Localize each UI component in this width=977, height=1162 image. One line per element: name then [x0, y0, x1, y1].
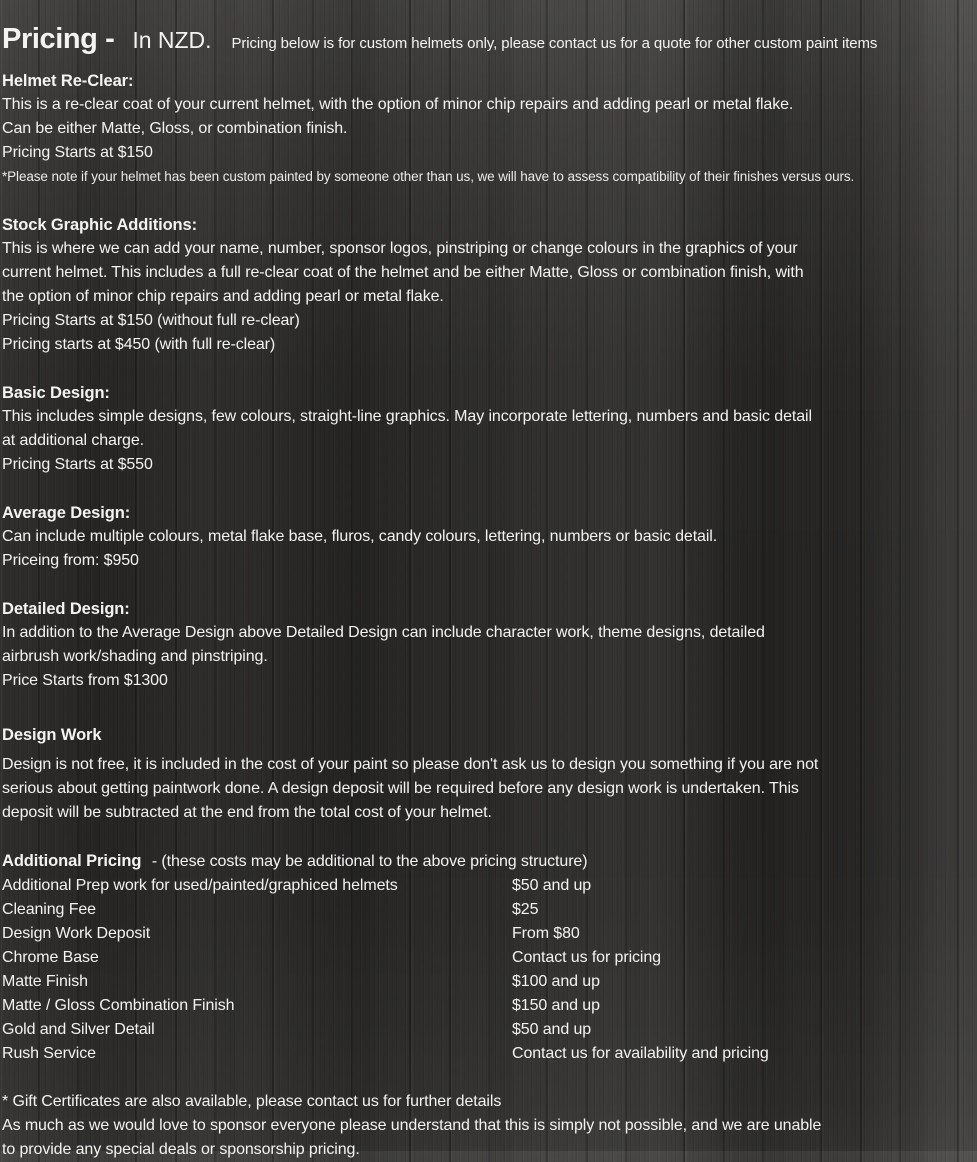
pricing-row-value: Contact us for pricing — [512, 949, 661, 966]
section-heading: Design Work — [2, 726, 102, 744]
pricing-row-value: $50 and up — [512, 1021, 592, 1038]
section-detailed-design — [2, 597, 977, 693]
pricing-row-label: Cleaning Fee — [2, 901, 96, 918]
section-stock-graphic-additions — [2, 213, 977, 357]
section-heading: Detailed Design: — [2, 600, 130, 618]
price-line: Pricing Starts at $550 — [2, 456, 153, 473]
additional-pricing-heading-note: - (these costs may be additional to the above pricing structure) — [151, 853, 588, 870]
body-line: Can include multiple colours, metal flake base, fluros, candy colours, lettering, numbers or basic detail. — [2, 528, 718, 545]
pricing-row-value: $50 and up — [512, 877, 592, 894]
body-line: deposit will be subtracted at the end from the total cost of your helmet. — [2, 804, 492, 821]
page-title-currency: In NZD. — [132, 27, 212, 53]
body-line: This is a re-clear coat of your current helmet, with the option of minor chip repairs and adding pearl or metal flake. — [2, 96, 794, 113]
pricing-row-label: Matte / Gloss Combination Finish — [2, 997, 235, 1014]
section-additional-pricing — [2, 849, 977, 1066]
body-line: Design is not free, it is included in the cost of your paint so please don't ask us to design you something if you are not — [2, 756, 819, 773]
pricing-row — [2, 922, 977, 946]
gift-certificates-note: * Gift Certificates are also available, please contact us for further details — [2, 1093, 502, 1110]
pricing-row — [2, 874, 977, 898]
pricing-row — [2, 970, 977, 994]
section-basic-design — [2, 381, 977, 477]
pricing-row-label: Rush Service — [2, 1045, 96, 1062]
body-line: In addition to the Average Design above Detailed Design can include character work, theme designs, detailed — [2, 624, 765, 641]
body-line: at additional charge. — [2, 432, 145, 449]
section-heading: Stock Graphic Additions: — [2, 216, 198, 234]
compatibility-note: *Please note if your helmet has been custom painted by someone other than us, we will have to assess compatibility of their finishes versus ours. — [2, 169, 855, 184]
pricing-row-label: Chrome Base — [2, 949, 99, 966]
body-line: airbrush work/shading and pinstriping. — [2, 648, 268, 665]
additional-pricing-heading: Additional Pricing — [2, 852, 142, 870]
pricing-row-label: Gold and Silver Detail — [2, 1021, 155, 1038]
pricing-row-value: Contact us for availability and pricing — [512, 1045, 769, 1062]
pricing-row-value: $25 — [512, 901, 539, 918]
body-line: This is where we can add your name, number, sponsor logos, pinstriping or change colours in the graphics of your — [2, 240, 798, 257]
price-line: Pricing starts at $450 (with full re-clear) — [2, 336, 276, 353]
pricing-row — [2, 1018, 977, 1042]
pricing-row-label: Design Work Deposit — [2, 925, 151, 942]
pricing-row — [2, 1042, 977, 1066]
section-footer-notes — [2, 1090, 977, 1162]
price-line: Price Starts from $1300 — [2, 672, 168, 689]
pricing-row-value: $150 and up — [512, 997, 600, 1014]
body-line: current helmet. This includes a full re-clear coat of the helmet and be either Matte, Gloss or combination finish, with — [2, 264, 804, 281]
pricing-row — [2, 898, 977, 922]
body-line: This includes simple designs, few colours, straight-line graphics. May incorporate lettering, numbers and basic detail — [2, 408, 812, 425]
pricing-row — [2, 994, 977, 1018]
section-average-design — [2, 501, 977, 573]
price-line: Pricing Starts at $150 (without full re-clear) — [2, 312, 300, 329]
pricing-row-label: Matte Finish — [2, 973, 88, 990]
section-design-work — [2, 723, 977, 825]
section-heading — [2, 849, 977, 874]
section-helmet-reclear — [2, 69, 977, 189]
price-line: Priceing from: $950 — [2, 552, 139, 569]
sponsorship-note-line: to provide any special deals or sponsorship pricing. — [2, 1141, 360, 1158]
section-heading: Average Design: — [2, 504, 131, 522]
body-line: serious about getting paintwork done. A design deposit will be required before any design work is undertaken. This — [2, 780, 799, 797]
section-heading: Helmet Re-Clear: — [2, 72, 134, 90]
price-line: Pricing Starts at $150 — [2, 144, 153, 161]
page-title — [2, 16, 977, 65]
body-line: Can be either Matte, Gloss, or combination finish. — [2, 120, 348, 137]
body-line: the option of minor chip repairs and adding pearl or metal flake. — [2, 288, 444, 305]
page-title-main: Pricing - — [2, 23, 115, 55]
pricing-row-label: Additional Prep work for used/painted/graphiced helmets — [2, 877, 398, 894]
pricing-row — [2, 946, 977, 970]
sponsorship-note-line: As much as we would love to sponsor everyone please understand that this is simply not possible, and we are unable — [2, 1117, 822, 1134]
pricing-row-value: $100 and up — [512, 973, 600, 990]
section-heading: Basic Design: — [2, 384, 110, 402]
pricing-row-value: From $80 — [512, 925, 580, 942]
page-title-tagline: Pricing below is for custom helmets only, please contact us for a quote for other custom paint items — [231, 35, 878, 52]
